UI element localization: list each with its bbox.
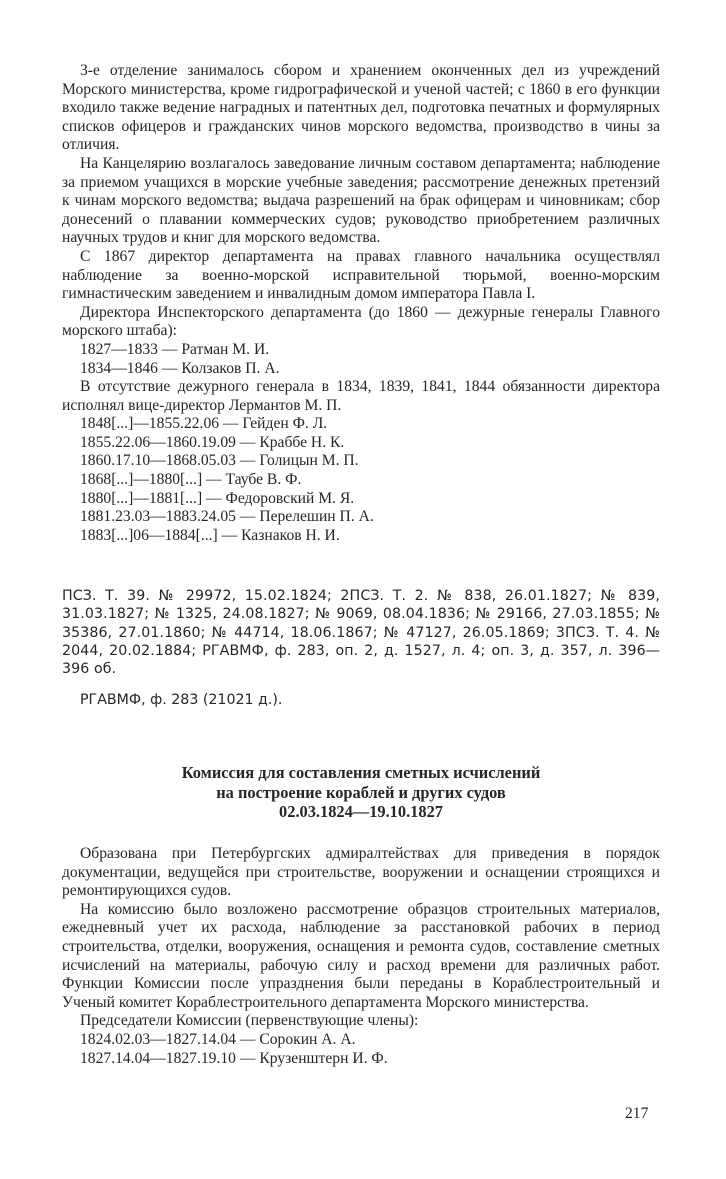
director-entry: 1860.17.10—1868.05.03 — Голицын М. П. — [80, 452, 359, 470]
chair-entry: 1824.02.03—1827.14.04 — Сорокин А. А. — [80, 1030, 356, 1048]
paragraph-chairs-intro: Председатели Комиссии (первенствующие члены): — [80, 1012, 419, 1030]
paragraph-commission-formation: Образована при Петербургских адмиралтействах для приведения в порядок документации, ведущейся при строительстве, вооружении и оснащении строящихся и ремонтирующихся судов. — [62, 845, 660, 900]
page-number: 217 — [625, 1105, 649, 1122]
section-commission — [62, 845, 660, 1068]
director-entry: 1827—1833 — Ратман М. И. — [80, 340, 270, 358]
archive-reference: РГАВМФ, ф. 283 (21021 д.). — [80, 692, 283, 708]
chair-entry: 1827.14.04—1827.19.10 — Крузенштерн И. Ф. — [80, 1049, 388, 1067]
director-entry: 1868[...]—1880[...] — Таубе В. Ф. — [80, 471, 302, 489]
archive-block — [62, 691, 660, 709]
director-entry: 1881.23.03—1883.24.05 — Перелешин П. А. — [80, 508, 374, 526]
director-entry: 1880[...]—1881[...] — Федоровский М. Я. — [80, 489, 355, 507]
paragraph-third-division: 3-е отделение занималось сбором и хранением оконченных дел из учреждений Морского министерства, кроме гидрографической и ученой частей; с 1860 в его функции входило также ведение наградных и патентных дел, подготовка печатных и формулярных списков офицеров и гражданских чинов морского ведомства, производство в чины за отличия. — [62, 62, 660, 154]
sources-block — [62, 587, 660, 678]
section-title-commission — [62, 763, 660, 822]
director-entry: 1855.22.06—1860.19.09 — Краббе Н. К. — [80, 433, 345, 451]
paragraph-deputy-note: В отсутствие дежурного генерала в 1834, 1839, 1841, 1844 обязанности директора исполнял вице-директор Лермантов М. П. — [62, 378, 660, 414]
sources-text: ПСЗ. Т. 39. № 29972, 15.02.1824; 2ПСЗ. Т. 2. № 838, 26.01.1827; № 839, 31.03.1827; № 1325, 24.08.1827; № 9069, 08.04.1836; № 29166, 27.03.1855; № 35386, 27.01.1860; № 44714, 18.06.1867; № 47127, 26.05.1869; 3ПСЗ. Т. 4. № 2044, 20.02.1884; РГАВМФ, ф. 283, оп. 2, д. 1527, л. 4; оп. 3, д. 357, л. 396—396 об. — [62, 588, 660, 678]
paragraph-directors-intro: Директора Инспекторского департамента (до 1860 — дежурные генералы Главного морского штаба): — [62, 303, 660, 340]
director-entry: 1883[...]06—1884[...] — Казнаков Н. И. — [80, 526, 340, 544]
title-line: на построение кораблей и других судов — [216, 782, 506, 802]
title-line: 02.03.1824—19.10.1827 — [279, 802, 443, 822]
director-entry: 1848[...]—1855.22.06 — Гейден Ф. Л. — [80, 415, 328, 433]
title-line: Комиссия для составления сметных исчислений — [181, 763, 541, 782]
paragraph-director-1867: С 1867 директор департамента на правах главного начальника осуществлял наблюдение за военно-морской исправительной тюрьмой, военно-морским гимнастическим заведением и инвалидным домом императора Павла I. — [62, 247, 660, 303]
section-inspector-department — [62, 62, 660, 545]
director-entry: 1834—1846 — Колзаков П. А. — [80, 359, 280, 377]
paragraph-chancellery: На Канцелярию возлагалось заведование личным составом департамента; наблюдение за приемом учащихся в морские учебные заведения; рассмотрение денежных претензий к чинам морского ведомства; выдача разрешений на брак офицерам и чиновникам; сбор донесений о плавании коммерческих судов; руководство приобретением различных научных трудов и книг для морского ведомства. — [62, 154, 660, 247]
paragraph-commission-duties: На комиссию было возложено рассмотрение образцов строительных материалов, ежедневный учет их расхода, наблюдение за расстановкой рабочих в период строительства, отделки, вооружения, оснащения и ремонта судов, составление сметных исчислений на материалы, рабочую силу и расход времени для различных работ. Функции Комиссии после упразднения были переданы в Кораблестроительный и Ученый комитет Кораблестроительного департамента Морского министерства. — [62, 900, 660, 1011]
